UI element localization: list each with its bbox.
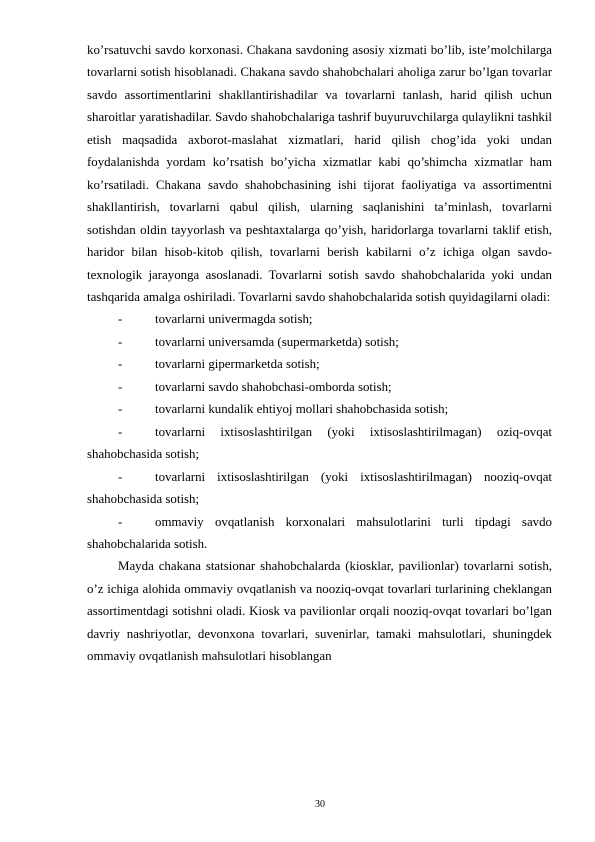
list-item xyxy=(87,331,552,353)
list-dash: - xyxy=(118,357,123,372)
list-item-text: tovarlarni savdo shahobchasi-omborda sotish; xyxy=(155,379,392,394)
list-dash: - xyxy=(118,334,123,349)
list-item-text: tovarlarni ixtisoslashtirilgan (yoki ixtisoslashtirilmagan) nooziq-ovqat shahobchasida sotish; xyxy=(87,469,552,507)
list-item xyxy=(87,466,552,511)
intro-paragraph: ko’rsatuvchi savdo korxonasi. Chakana savdoning asosiy xizmati bo’lib, iste’molchilarga tovarlarni sotish hisoblanadi. Chakana savdo shahobchalari aholiga zarur bo’lgan tovarlar savdo assortimentlarini shakllantirishadilar va tovarlarni tanlash, harid qilish uchun sharoitlar yaratishadilar. Savdo shahobchalariga tashrif buyuruvchilarga qulaylikni tashkil etish maqsadida axborot-maslahat xizmatlari, harid qilish chog’ida yoki undan foydalanishda yordam ko’rsatish bo’yicha xizmatlar kabi qo’shimcha xizmatlar ham ko’rsatiladi. Chakana savdo shahobchasining ishi tijorat faoliyatiga va assortimentni shakllantirish, tovarlarni qabul qilish, ularning saqlanishini ta’minlash, tovarlarni sotishdan oldin tayyorlash va peshtaxtalarga qo’yish, haridorlarga tovarlarni taklif etish, haridor bilan hisob-kitob qilish, tovarlarni berish kabilarni o’z ichiga olgan savdo-texnologik jarayonga asoslanadi. Tovarlarni sotish savdo shahobchalarida yoki undan tashqarida amalga oshiriladi. Tovarlarni savdo shahobchalarida sotish quyidagilarni oladi: xyxy=(87,43,552,304)
list-item xyxy=(87,421,552,466)
list-dash: - xyxy=(118,402,123,417)
list-item-text: tovarlarni gipermarketda sotish; xyxy=(155,357,320,372)
list-dash: - xyxy=(118,379,123,394)
list-item xyxy=(87,376,552,398)
list-item-text: tovarlarni univermagda sotish; xyxy=(155,312,313,327)
list-item-text: tovarlarni universamda (supermarketda) sotish; xyxy=(155,334,399,349)
list-item xyxy=(87,308,552,330)
list-item xyxy=(87,353,552,375)
list-dash: - xyxy=(118,514,123,529)
list-item-text: tovarlarni ixtisoslashtirilgan (yoki ixtisoslashtirilmagan) oziq-ovqat shahobchasida sotish; xyxy=(87,424,552,462)
list-item xyxy=(87,511,552,556)
list-dash: - xyxy=(118,424,123,439)
page-number: 30 xyxy=(315,799,325,810)
final-paragraph: Mayda chakana statsionar shahobchalarda (kiosklar, pavilionlar) tovarlarni sotish, o’z ichiga alohida ommaviy ovqatlanish va nooziq-ovqat tovarlari turlarining cheklangan assortimentdagi sotishni oladi. Kiosk va pavilionlar orqali nooziq-ovqat tovarlari bo’lgan davriy nashriyotlar, devonxona tovarlari, suvenirlar, tamaki mahsulotlari, shuningdek ommaviy ovqatlanish mahsulotlari hisoblangan xyxy=(87,559,552,664)
list-item-text: ommaviy ovqatlanish korxonalari mahsulotlarini turli tipdagi savdo shahobchalarida sotish. xyxy=(87,514,552,551)
list-item-text: tovarlarni kundalik ehtiyoj mollari shahobchasida sotish; xyxy=(155,402,449,417)
list-dash: - xyxy=(118,312,123,327)
list-item xyxy=(87,398,552,420)
list-dash: - xyxy=(118,469,123,484)
body-text xyxy=(87,39,552,668)
